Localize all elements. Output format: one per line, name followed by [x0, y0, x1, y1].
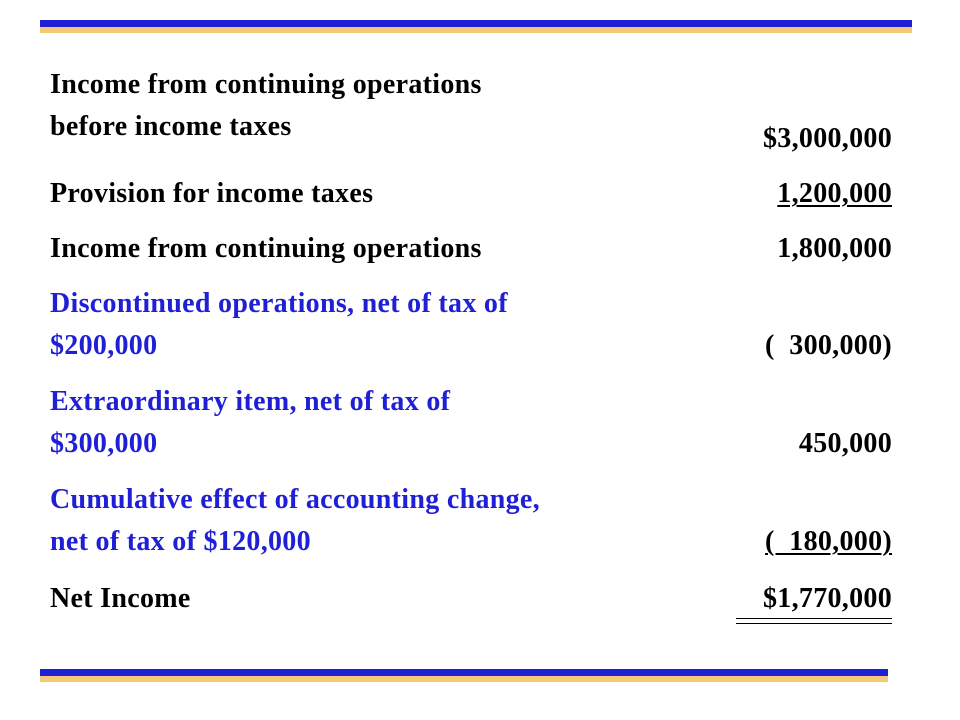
row-cumulative-effect [50, 479, 892, 563]
row-amount: 1,200,000 [777, 178, 892, 209]
row-label [50, 64, 482, 148]
row-amount: $1,770,000 [763, 583, 892, 614]
row-provision-income-taxes [50, 173, 892, 215]
bottom-divider [40, 669, 888, 682]
row-label-line: $200,000 [50, 330, 158, 361]
row-net-income [50, 578, 892, 628]
top-divider [40, 20, 912, 33]
row-label [50, 381, 450, 465]
row-label-line: Income from continuing operations [50, 233, 482, 264]
row-income-before-taxes [50, 64, 892, 156]
row-label [50, 173, 373, 215]
row-label-line: net of tax of $120,000 [50, 526, 311, 557]
net-income-double-underline [736, 618, 892, 624]
row-label-line: Income from continuing operations [50, 69, 482, 100]
row-label-line: Net Income [50, 583, 191, 614]
row-extraordinary-item [50, 381, 892, 465]
row-label [50, 578, 191, 620]
row-income-continuing-ops [50, 228, 892, 270]
row-label [50, 283, 508, 367]
row-label-line: before income taxes [50, 111, 292, 142]
row-amount: 1,800,000 [777, 233, 892, 264]
row-label-line: Provision for income taxes [50, 178, 374, 209]
row-discontinued-operations [50, 283, 892, 367]
row-label [50, 228, 482, 270]
row-label-line: Cumulative effect of accounting change, [50, 484, 540, 515]
row-amount: ( 180,000) [765, 526, 892, 557]
row-amount: ( 300,000) [765, 330, 892, 361]
row-label-line: Extraordinary item, net of tax of [50, 386, 451, 417]
row-amount: $3,000,000 [763, 123, 892, 154]
row-label-line: $300,000 [50, 428, 158, 459]
row-label-line: Discontinued operations, net of tax of [50, 288, 508, 319]
row-label [50, 479, 540, 563]
row-amount: 450,000 [798, 428, 892, 459]
